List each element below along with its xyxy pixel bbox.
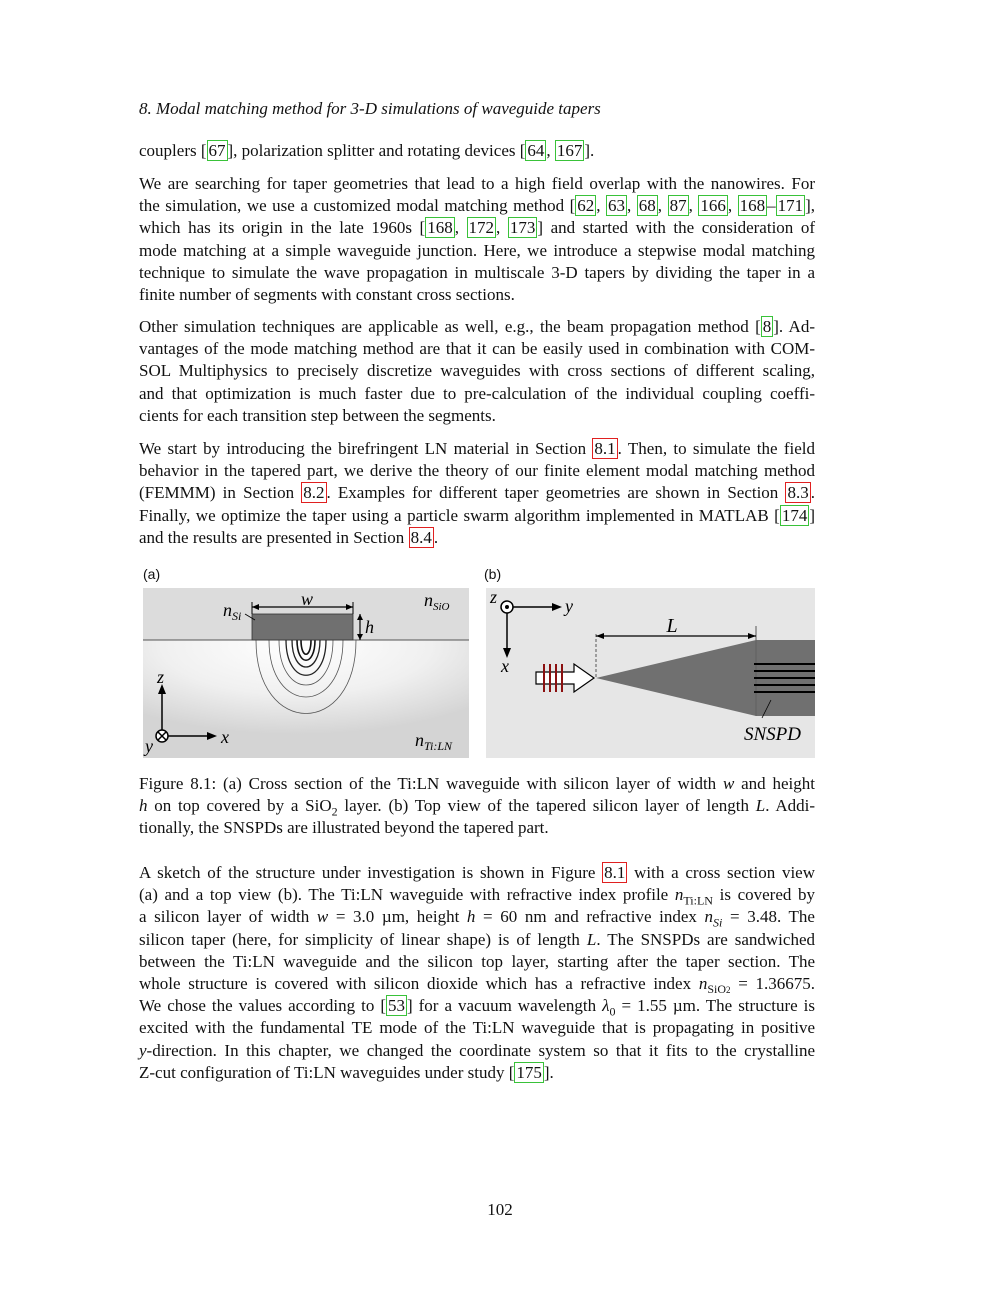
figure-link[interactable]: 8.1	[604, 863, 626, 882]
citation-link[interactable]: 168	[739, 196, 766, 216]
height-label: h	[365, 617, 374, 637]
axis-z-label: z	[490, 588, 498, 607]
panel-label-a: (a)	[143, 566, 161, 582]
paragraph-outline: We start by introducing the birefringent LN material in Section 8.1 . Then, to simulate the field behavior in the tapered part, we derive the theory of our finite element modal matching method (FEMMM) in Section 8.2 . Examples for different taper geometries are shown in Section 8.3 . Finally, we optimize the taper using a particle swarm algorithm implemented in MATLAB [ 174 ] and the results are presented in Section 8.4 .	[139, 439, 815, 547]
axis-x-label: x	[221, 727, 229, 747]
citation-link[interactable]: 53	[387, 996, 405, 1016]
running-head: 8. Modal matching method for 3-D simulations of waveguide tapers	[139, 99, 601, 118]
citation-link[interactable]: 168	[427, 218, 453, 238]
n-sio2-label: $n_{SiO}$	[424, 590, 450, 613]
citation-link[interactable]: 63	[608, 196, 626, 216]
paragraph-continued: couplers [ 67 ], polarization splitter and rotating devices [ 64 , 167 ].	[139, 141, 595, 160]
citation-link[interactable]: 175	[516, 1062, 542, 1082]
citation-link[interactable]: 68	[638, 196, 656, 216]
citation-link[interactable]: 8	[762, 317, 772, 336]
citation-link[interactable]: 87	[669, 196, 687, 216]
paragraph-structure: A sketch of the structure under investigation is shown in Figure 8.1 with a cross section view (a) and a top view (b). The Ti:LN waveguide with refractive index profile $n_{Ti:LN}$ is covered by a silicon layer of width w = 3.0 µm, height h = 60 nm and refractive index $n_{Si} = 3.48$. The silicon taper (here, for simplicity of linear shape) is of length L. The SNSPDs are sandwiched between the Ti:LN waveguide and the silicon top layer, starting after the taper section. The whole structure is covered with silicon dioxide which has a refractive index $n_{SiO2} = 1.36675$. We chose the values according to [ 53 ] for a vacuum wavelength $\lambda_0 = 1.55$ µm. The structure is excited with the fundamental TE mode of the Ti:LN waveguide that is propagating in positive y-direction. In this chapter, we changed the coordinate system so that it fits to the crystalline Z-cut configuration of Ti:LN waveguides under study [ 175 ].	[139, 863, 816, 1082]
citation-link[interactable]: 62	[577, 196, 595, 216]
citation-link[interactable]: 171	[777, 196, 804, 216]
width-label: w	[300, 589, 314, 609]
section-link[interactable]: 8.2	[303, 483, 325, 503]
citation-link[interactable]: 173	[509, 218, 536, 238]
citation-link[interactable]: 166	[700, 196, 726, 216]
n-si-label: $n_{Si}$	[223, 600, 242, 623]
paragraph-intro: We are searching for taper geometries that lead to a high field overlap with the nanowires. For the simulation, we use a customized modal matching method [ 62 , 63 , 68 , 87 , 166 , 168 – 171 ], which has its origin in the late 1960s [ 168 , 172 , 173 ] and started with the consideration of mode matching at a simple waveguide junction. Here, we introduce a stepwise modal matching technique to simulate the wave propagation in multiscale 3-D tapers by dividing the taper in a finite number of segments with constant cross sections.	[139, 174, 816, 305]
snspd-label: SNSPD	[744, 724, 801, 745]
page-number: 102	[487, 1200, 513, 1219]
figure-caption: Figure 8.1: (a) Cross section of the Ti:LN waveguide with silicon layer of width w and height h on top covered by a SiO$_2$ layer. (b) Top view of the tapered silicon layer of length L. Addi- tionally, the SNSPDs are illustrated beyond the tapered part.	[139, 774, 815, 838]
axis-y-label: y	[565, 596, 573, 616]
figure-cross-section	[143, 588, 469, 758]
citation-link[interactable]: 167	[556, 141, 583, 160]
citation-link[interactable]: 64	[527, 141, 545, 160]
silicon-strip	[252, 614, 353, 640]
citation-link[interactable]: 172	[468, 218, 495, 238]
figure-top-view	[486, 588, 815, 758]
paragraph-techniques: Other simulation techniques are applicable as well, e.g., the beam propagation method [ 8 ]. Ad- vantages of the mode matching method are that it can be easily used in combination with COM- SOL Multiphysics to precisely discretize waveguides with cross sections of different scaling, and that optimization is much faster due to pre-calculation of the individual coupling coeffi- cients for each transition step between the segments.	[139, 317, 815, 425]
citation-link[interactable]: 174	[781, 505, 808, 525]
axis-z-label: z	[157, 667, 165, 687]
axis-y-label: y	[145, 736, 153, 756]
axis-x-label: x	[501, 656, 509, 676]
n-tiln-label: $n_{Ti:LN}$	[415, 730, 453, 753]
section-link[interactable]: 8.4	[410, 527, 432, 547]
section-link[interactable]: 8.1	[594, 439, 616, 458]
citation-link[interactable]: 67	[208, 141, 226, 160]
section-link[interactable]: 8.3	[787, 483, 809, 503]
panel-label-b: (b)	[484, 566, 502, 582]
length-label: L	[666, 615, 678, 637]
